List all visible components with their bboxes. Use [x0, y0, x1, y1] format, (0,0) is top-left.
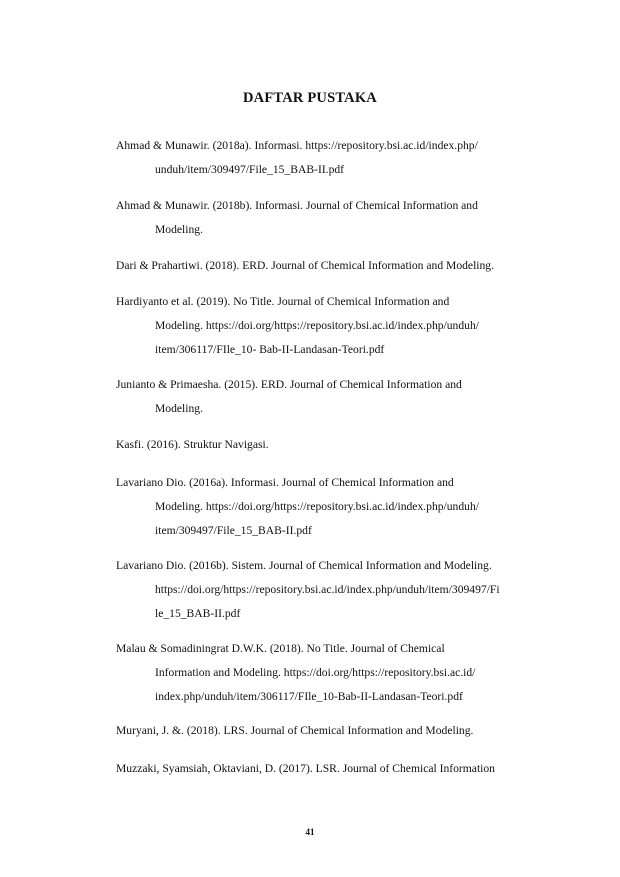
reference-line: Muzzaki, Syamsiah, Oktaviani, D. (2017). LSR. Journal of Chemical Information: [116, 762, 495, 775]
page-number: 41: [305, 827, 315, 837]
reference-line: Modeling.: [155, 223, 203, 236]
reference-line: item/309497/File_15_BAB-II.pdf: [155, 524, 312, 537]
reference-line: Lavariano Dio. (2016b). Sistem. Journal of Chemical Information and Modeling.: [116, 559, 492, 572]
reference-line: Kasfi. (2016). Struktur Navigasi.: [116, 438, 269, 451]
reference-line: Ahmad & Munawir. (2018b). Informasi. Journal of Chemical Information and: [116, 199, 478, 212]
reference-line: le_15_BAB-II.pdf: [155, 607, 241, 620]
reference-line: Dari & Prahartiwi. (2018). ERD. Journal of Chemical Information and Modeling.: [116, 259, 495, 272]
reference-line: Modeling. https://doi.org/https://repository.bsi.ac.id/index.php/unduh/: [155, 319, 479, 332]
reference-line: Muryani, J. &. (2018). LRS. Journal of Chemical Information and Modeling.: [116, 724, 474, 737]
reference-line: Information and Modeling. https://doi.org/https://repository.bsi.ac.id/: [155, 666, 476, 679]
reference-line: Lavariano Dio. (2016a). Informasi. Journal of Chemical Information and: [116, 476, 454, 489]
reference-line: item/306117/FIle_10- Bab-II-Landasan-Teori.pdf: [155, 343, 385, 356]
reference-line: https://doi.org/https://repository.bsi.ac.id/index.php/unduh/item/309497/Fi: [155, 583, 500, 596]
reference-line: Hardiyanto et al. (2019). No Title. Journal of Chemical Information and: [116, 295, 450, 308]
reference-line: index.php/unduh/item/306117/FIle_10-Bab-II-Landasan-Teori.pdf: [155, 690, 463, 703]
reference-line: Ahmad & Munawir. (2018a). Informasi. https://repository.bsi.ac.id/index.php/: [116, 139, 478, 152]
page-title: DAFTAR PUSTAKA: [243, 90, 377, 106]
reference-line: Junianto & Primaesha. (2015). ERD. Journal of Chemical Information and: [116, 378, 462, 391]
reference-line: Modeling. https://doi.org/https://repository.bsi.ac.id/index.php/unduh/: [155, 500, 479, 513]
reference-line: Modeling.: [155, 402, 203, 415]
reference-line: unduh/item/309497/File_15_BAB-II.pdf: [155, 163, 345, 176]
reference-line: Malau & Somadiningrat D.W.K. (2018). No Title. Journal of Chemical: [116, 642, 445, 655]
